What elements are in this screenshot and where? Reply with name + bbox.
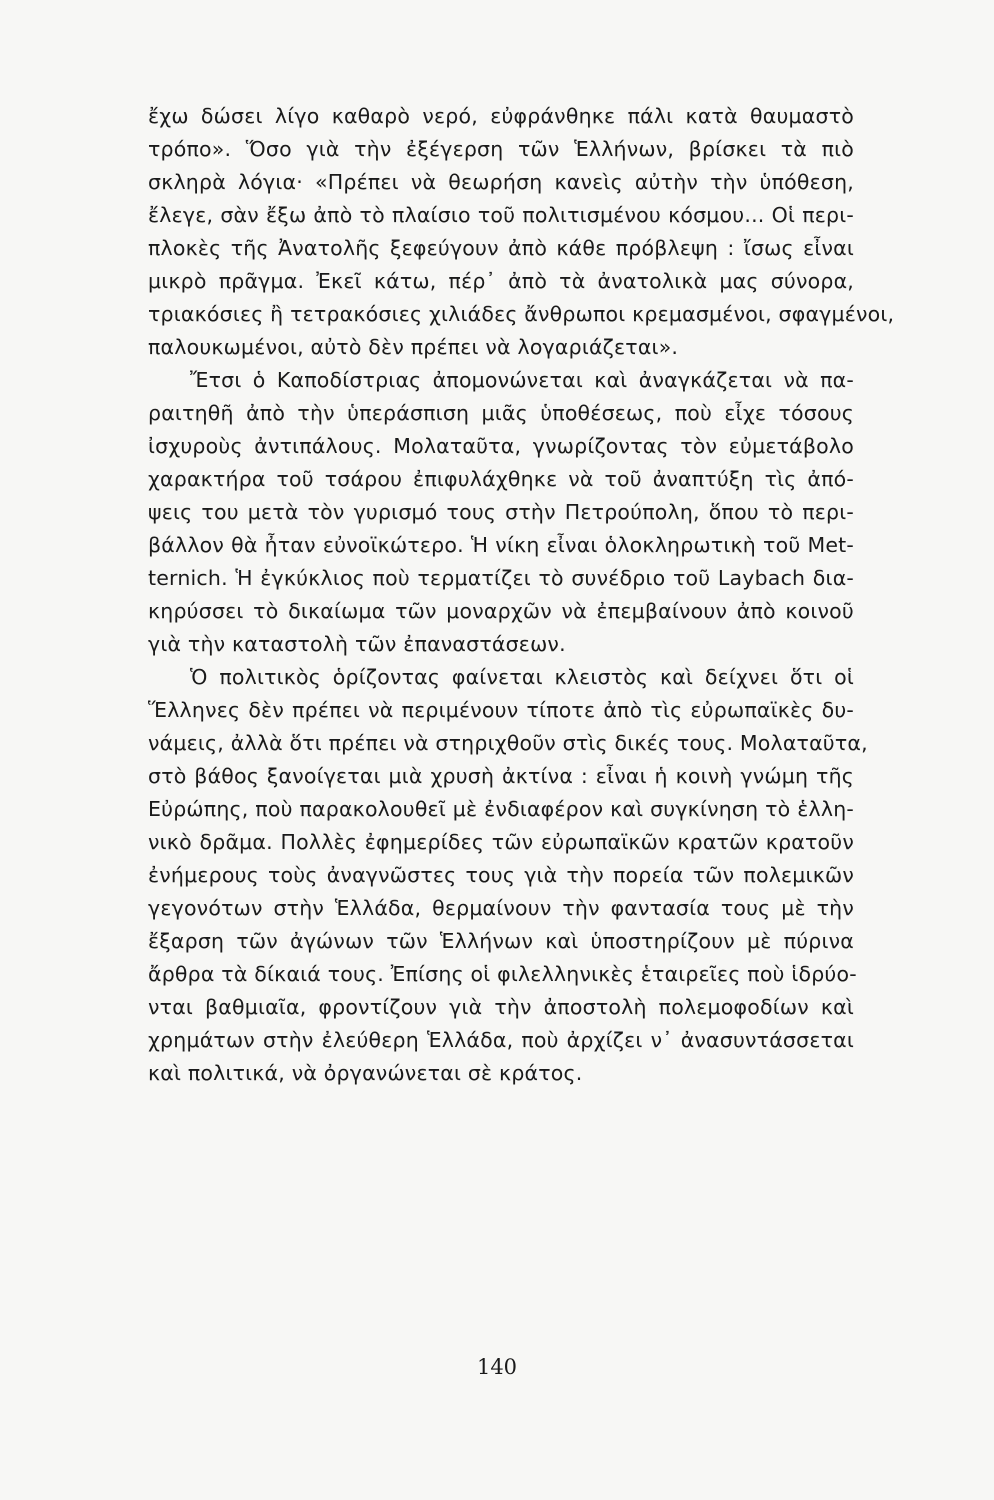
text-line: μικρὸ πρᾶγμα. Ἐκεῖ κάτω, πέρ᾽ ἀπὸ τὰ ἀνατολικὰ μας σύνορα,	[148, 269, 854, 293]
paragraph	[148, 100, 895, 364]
text-line: Ἕλληνες δὲν πρέπει νὰ περιμένουν τίποτε ἀπὸ τὶς εὐρωπαϊκὲς δυ-	[148, 698, 854, 722]
paragraph	[148, 661, 868, 1090]
text-line: χρημάτων στὴν ἐλεύθερη Ἑλλάδα, ποὺ ἀρχίζει ν᾽ ἀνασυντάσσεται	[148, 1028, 854, 1052]
text-line: βάλλον θὰ ἦταν εὐνοϊκώτερο. Ἡ νίκη εἶναι ὁλοκληρωτικὴ τοῦ Met-	[148, 533, 854, 557]
text-line: παλουκωμένοι, αὐτὸ δὲν πρέπει νὰ λογαριάζεται».	[148, 335, 679, 359]
text-line: γιὰ τὴν καταστολὴ τῶν ἐπαναστάσεων.	[148, 632, 566, 656]
text-line: γεγονότων στὴν Ἑλλάδα, θερμαίνουν τὴν φαντασία τους μὲ τὴν	[148, 896, 854, 920]
text-line: ἔλεγε, σὰν ἔξω ἀπὸ τὸ πλαίσιο τοῦ πολιτισμένου κόσμου... Οἱ περι-	[148, 203, 854, 227]
text-line: καὶ πολιτικά, νὰ ὀργανώνεται σὲ κράτος.	[148, 1061, 583, 1085]
text-line: νται βαθμιαῖα, φροντίζουν γιὰ τὴν ἀποστολὴ πολεμοφοδίων καὶ	[148, 995, 854, 1019]
text-line: ternich. Ἡ ἐγκύκλιος ποὺ τερματίζει τὸ συνέδριο τοῦ Laybach δια-	[148, 566, 854, 590]
body-text	[148, 100, 895, 1090]
text-line: Εὐρώπης, ποὺ παρακολουθεῖ μὲ ἐνδιαφέρον καὶ συγκίνηση τὸ ἑλλη-	[148, 797, 854, 821]
text-line: Ἔτσι ὁ Καποδίστριας ἀπομονώνεται καὶ ἀναγκάζεται νὰ πα-	[190, 368, 854, 392]
text-line: στὸ βάθος ξανοίγεται μιὰ χρυσὴ ἀκτίνα : εἶναι ἡ κοινὴ γνώμη τῆς	[148, 764, 854, 788]
text-line: κηρύσσει τὸ δικαίωμα τῶν μοναρχῶν νὰ ἐπεμβαίνουν ἀπὸ κοινοῦ	[148, 599, 854, 623]
paragraph	[148, 364, 854, 661]
text-line: ἔξαρση τῶν ἀγώνων τῶν Ἑλλήνων καὶ ὑποστηρίζουν μὲ πύρινα	[148, 929, 854, 953]
text-line: πλοκὲς τῆς Ἀνατολῆς ξεφεύγουν ἀπὸ κάθε πρόβλεψη : ἴσως εἶναι	[148, 236, 854, 260]
text-line: τρόπο». Ὅσο γιὰ τὴν ἐξέγερση τῶν Ἑλλήνων, βρίσκει τὰ πιὸ	[148, 137, 854, 161]
text-line: χαρακτήρα τοῦ τσάρου ἐπιφυλάχθηκε νὰ τοῦ ἀναπτύξη τὶς ἀπό-	[148, 467, 854, 491]
text-line: ραιτηθῆ ἀπὸ τὴν ὑπεράσπιση μιᾶς ὑποθέσεως, ποὺ εἶχε τόσους	[148, 401, 854, 425]
text-line: ἔχω δώσει λίγο καθαρὸ νερό, εὐφράνθηκε πάλι κατὰ θαυμαστὸ	[148, 104, 854, 128]
text-line: σκληρὰ λόγια· «Πρέπει νὰ θεωρήση κανεὶς αὐτὴν τὴν ὑπόθεση,	[148, 170, 854, 194]
text-line: ἄρθρα τὰ δίκαιά τους. Ἐπίσης οἱ φιλελληνικὲς ἑταιρεῖες ποὺ ἱδρύο-	[148, 962, 857, 986]
text-line: τριακόσιες ἢ τετρακόσιες χιλιάδες ἄνθρωποι κρεμασμένοι, σφαγμένοι,	[148, 302, 895, 326]
text-line: νάμεις, ἀλλὰ ὅτι πρέπει νὰ στηριχθοῦν στὶς δικές τους. Μολαταῦτα,	[148, 731, 868, 755]
text-line: ψεις του μετὰ τὸν γυρισμό τους στὴν Πετρούπολη, ὅπου τὸ περι-	[148, 500, 854, 524]
text-line: Ὁ πολιτικὸς ὁρίζοντας φαίνεται κλειστὸς καὶ δείχνει ὅτι οἱ	[190, 665, 854, 689]
page-number: 140	[476, 1355, 518, 1379]
text-line: ἰσχυροὺς ἀντιπάλους. Μολαταῦτα, γνωρίζοντας τὸν εὐμετάβολο	[148, 434, 854, 458]
text-line: νικὸ δρᾶμα. Πολλὲς ἐφημερίδες τῶν εὐρωπαϊκῶν κρατῶν κρατοῦν	[148, 830, 854, 854]
text-line: ἐνήμερους τοὺς ἀναγνῶστες τους γιὰ τὴν πορεία τῶν πολεμικῶν	[148, 863, 854, 887]
